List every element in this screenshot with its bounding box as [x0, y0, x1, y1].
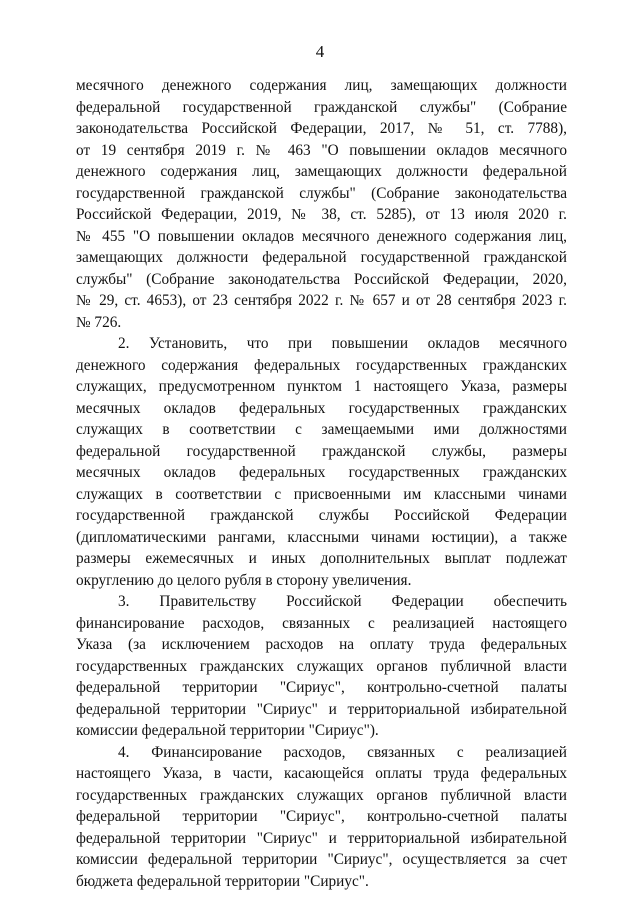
text-line: Указа (за исключением расходов на оплату труда федеральных — [76, 636, 567, 653]
text-line: служащих в соответствии с присвоенными им классными чинами — [76, 485, 567, 503]
text-line: настоящего Указа, в части, касающейся оплаты труда федеральных — [76, 765, 567, 782]
text-line: денежного содержания лиц, замещающих должности федеральной — [76, 163, 567, 180]
text-line: государственных гражданских служащих органов публичной власти — [76, 657, 567, 675]
text-line: № 455 "О повышении окладов месячного денежного содержания лиц, — [76, 227, 567, 245]
text-line: федеральной территории "Сириус" и территориальной избирательной — [76, 829, 567, 847]
text-line: служащих, предусмотренном пунктом 1 настоящего Указа, размеры — [76, 378, 567, 395]
text-line: бюджета федеральной территории "Сириус". — [76, 872, 369, 890]
text-line: месячных окладов федеральных государственных гражданских — [76, 464, 567, 481]
text-line: комиссии федеральной территории "Сириус"). — [76, 722, 379, 739]
document-text — [76, 75, 567, 892]
text-line: федеральной государственной гражданской службы, размеры — [76, 442, 567, 460]
text-line: федеральной территории "Сириус", контрольно-счетной палаты — [76, 808, 567, 825]
text-line: 3. Правительству Российской Федерации обеспечить — [118, 593, 567, 610]
text-line: федеральной территории "Сириус" и территориальной избирательной — [76, 700, 567, 718]
text-line: государственной гражданской службы Российской Федерации — [76, 507, 567, 524]
text-line: 2. Установить, что при повышении окладов месячного — [118, 335, 567, 352]
page-number: 4 — [315, 42, 325, 61]
text-line: законодательства Российской Федерации, 2017, № 51, ст. 7788), — [76, 120, 567, 137]
text-line: Российской Федерации, 2019, № 38, ст. 5285), от 13 июля 2020 г. — [76, 206, 567, 223]
text-line: службы" (Собрание законодательства Российской Федерации, 2020, — [76, 270, 567, 288]
text-line: государственной гражданской службы" (Собрание законодательства — [76, 184, 567, 202]
text-line: служащих в соответствии с замещаемыми ими должностями — [76, 421, 567, 438]
text-line: округлению до целого рубля в сторону увеличения. — [76, 571, 412, 589]
text-line: государственных гражданских служащих органов публичной власти — [76, 786, 567, 804]
text-line: комиссии федеральной территории "Сириус", осуществляется за счет — [76, 851, 567, 868]
text-line: федеральной государственной гражданской службы" (Собрание — [76, 98, 567, 116]
text-line: № 726. — [76, 313, 122, 331]
text-line: федеральной территории "Сириус", контрольно-счетной палаты — [76, 679, 567, 696]
text-line: финансирование расходов, связанных с реализацией настоящего — [76, 614, 567, 632]
text-line: месячного денежного содержания лиц, замещающих должности — [76, 77, 567, 94]
text-line: от 19 сентября 2019 г. № 463 "О повышении окладов месячного — [76, 141, 567, 159]
text-line: денежного содержания федеральных государственных гражданских — [76, 356, 567, 374]
text-line: (дипломатическими рангами, классными чинами юстиции), а также — [76, 528, 567, 546]
text-line: № 29, ст. 4653), от 23 сентября 2022 г. № 657 и от 28 сентября 2023 г. — [76, 292, 567, 309]
text-line: месячных окладов федеральных государственных гражданских — [76, 399, 567, 417]
text-line: 4. Финансирование расходов, связанных с реализацией — [118, 743, 567, 761]
text-line: размеры ежемесячных и иных дополнительных выплат подлежат — [76, 550, 567, 567]
text-line: замещающих должности федеральной государственной гражданской — [76, 249, 567, 266]
